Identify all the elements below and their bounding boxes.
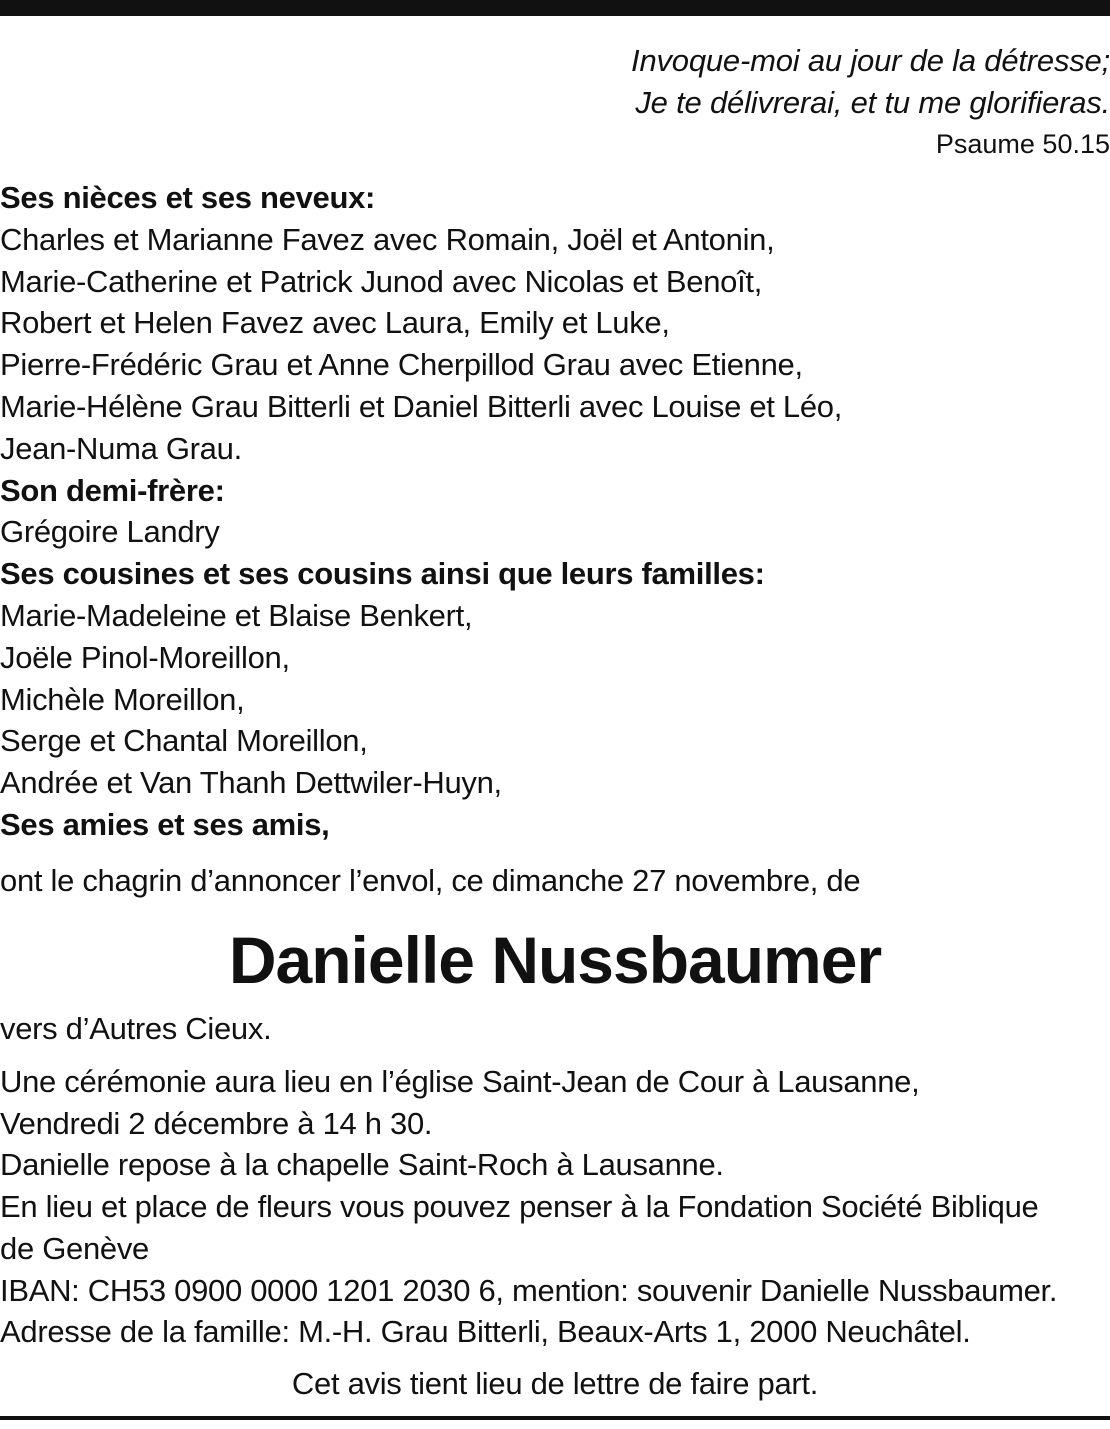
cousin-line: Serge et Chantal Moreillon,	[0, 723, 368, 759]
detail-line: Une cérémonie aura lieu en l’église Saint-Jean de Cour à Lausanne,	[0, 1064, 920, 1099]
niece-line: Marie-Catherine et Patrick Junod avec Nicolas et Benoît,	[0, 263, 763, 299]
detail-line: En lieu et place de fleurs vous pouvez penser à la Fondation Société Biblique	[0, 1189, 1039, 1225]
deceased-name: Danielle Nussbaumer	[228, 923, 882, 997]
halfbrother-heading: Son demi-frère:	[0, 472, 225, 508]
epigraph-line-2: Je te délivrerai, et tu me glorifieras.	[635, 85, 1110, 120]
detail-line: de Genève	[0, 1230, 149, 1266]
closing-note: Cet avis tient lieu de lettre de faire part.	[291, 1365, 819, 1401]
after-name-line: vers d’Autres Cieux.	[0, 1011, 272, 1046]
niece-line: Jean-Numa Grau.	[0, 430, 242, 466]
detail-line: Danielle repose à la chapelle Saint-Roch à Lausanne.	[0, 1147, 724, 1183]
detail-line: Adresse de la famille: M.-H. Grau Bitterli, Beaux-Arts 1, 2000 Neuchâtel.	[0, 1314, 971, 1350]
ceremony-details	[0, 1061, 1110, 1405]
cousin-line: Michèle Moreillon,	[0, 681, 245, 717]
detail-line: Vendredi 2 décembre à 14 h 30.	[0, 1105, 433, 1141]
announcement-line: ont le chagrin d’annoncer l’envol, ce dimanche 27 novembre, de	[0, 863, 861, 898]
nieces-heading: Ses nièces et ses neveux:	[0, 180, 376, 215]
detail-line: IBAN: CH53 0900 0000 1201 2030 6, mention: souvenir Danielle Nussbaumer.	[0, 1272, 1058, 1308]
cousin-line: Joële Pinol-Moreillon,	[0, 639, 290, 675]
top-rule	[0, 0, 1110, 16]
epigraph-line-1: Invoque-moi au jour de la détresse;	[631, 43, 1110, 78]
spacer	[0, 1353, 1110, 1363]
bottom-rule	[0, 1416, 1110, 1420]
halfbrother-line: Grégoire Landry	[0, 514, 220, 550]
niece-line: Marie-Hélène Grau Bitterli et Daniel Bitterli avec Louise et Léo,	[0, 388, 843, 424]
friends-heading: Ses amies et ses amis,	[0, 806, 330, 842]
niece-line: Robert et Helen Favez avec Laura, Emily et Luke,	[0, 305, 670, 341]
niece-line: Charles et Marianne Favez avec Romain, Joël et Antonin,	[0, 221, 775, 257]
niece-line: Pierre-Frédéric Grau et Anne Cherpillod Grau avec Etienne,	[0, 347, 803, 383]
cousins-heading: Ses cousines et ses cousins ainsi que leurs familles:	[0, 556, 765, 592]
epigraph	[310, 40, 1110, 164]
cousin-line: Andrée et Van Thanh Dettwiler-Huyn,	[0, 765, 502, 801]
cousin-line: Marie-Madeleine et Blaise Benkert,	[0, 597, 473, 633]
epigraph-reference: Psaume 50.15	[935, 129, 1110, 159]
family-list	[0, 177, 1110, 846]
